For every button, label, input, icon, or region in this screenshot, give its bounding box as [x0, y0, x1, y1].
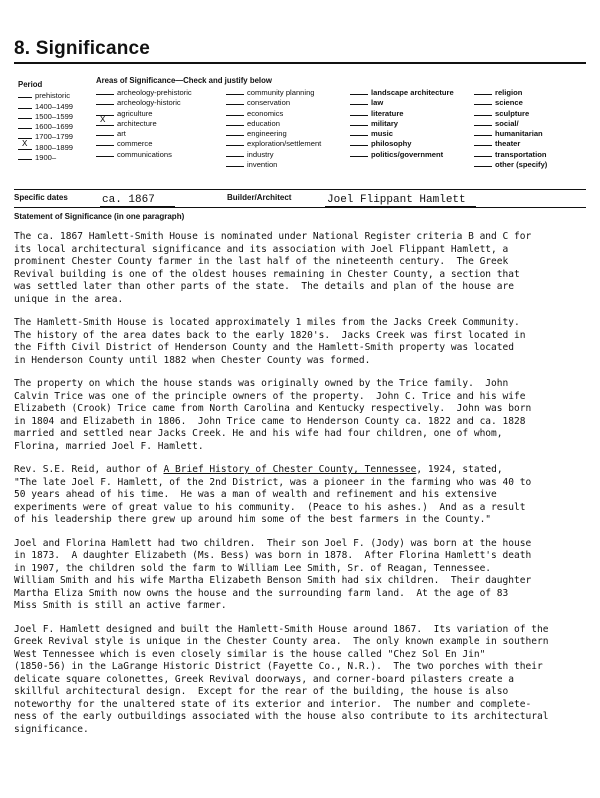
- reid-after: , 1924, stated,: [416, 464, 503, 475]
- text-line: The history of the area dates back to the early 1820's. Jacks Creek was first located in: [14, 329, 526, 341]
- check-label: literature: [371, 108, 404, 118]
- check-label: philosophy: [371, 139, 412, 149]
- areas-header: Areas of Significance—Check and justify below: [96, 76, 272, 85]
- text-line: Elizabeth (Crook) Trice came from North Carolina and Kentucky respectively. John was born: [14, 403, 532, 414]
- text-line: Miss Smith is still an active farmer.: [14, 600, 227, 611]
- checklist-item: [350, 118, 476, 128]
- check-blank: [18, 101, 32, 109]
- checklist-item: [350, 87, 476, 97]
- checklist-item: [18, 90, 96, 100]
- areas-col2: [226, 87, 352, 169]
- text-line: Revival building is one of the oldest houses remaining in Chester County, a section that: [14, 268, 520, 280]
- checklist-item: [96, 97, 228, 107]
- text-line: in 1804 and Elizabeth in 1806. John Trice came to Henderson County ca. 1822 and ca. 1828: [14, 415, 526, 427]
- section-heading: 8. Significance: [14, 38, 151, 59]
- builder-label: Builder/Architect: [227, 193, 292, 202]
- check-label: transportation: [495, 149, 547, 159]
- text-line: in 1873. A daughter Elizabeth (Ms. Bess) was born in 1878. After Florina Hamlett's death: [14, 550, 532, 561]
- checklist-item: [226, 108, 352, 118]
- check-blank: [474, 97, 492, 105]
- text-line: ness of the early outbuildings associated with the house also contribute to its architectural: [14, 711, 549, 722]
- text-line: (1850-56) in the LaGrange Historic District (Fayette Co., N.R.). The two porches with their: [14, 661, 543, 672]
- check-label: theater: [495, 139, 521, 149]
- text-line: the Fifth Civil District of Henderson County and the Hamlett-Smith property was located: [14, 342, 515, 353]
- checklist-item: [474, 87, 592, 97]
- text-line: prominent Chester County farmer in the last half of the nineteenth century. The Greek: [14, 256, 509, 267]
- text-line: Calvin Trice was one of the principle owners of the property. John C. Trice and his wife: [14, 390, 526, 402]
- check-blank: [350, 97, 368, 105]
- check-blank: [226, 128, 244, 136]
- check-label: 1400–1499: [35, 101, 74, 111]
- check-label: archeology-prehistoric: [117, 88, 192, 97]
- text-line: William Smith and his wife Martha Elizabeth Benson Smith had six children. Their daughter: [14, 575, 532, 586]
- statement-heading: Statement of Significance (in one paragraph): [14, 212, 185, 221]
- text-line: was settled later than other parts of the state. The details and plan of the house are: [14, 281, 515, 292]
- checklist-item: [226, 87, 352, 97]
- checklist-item: [350, 108, 476, 118]
- check-blank: [18, 138, 32, 150]
- check-label: science: [495, 98, 523, 108]
- checklist-item: [96, 138, 228, 148]
- check-label: exploration/settlement: [247, 139, 322, 149]
- check-mark: X: [22, 138, 28, 149]
- check-label: communications: [117, 149, 172, 159]
- checklist-item: [350, 97, 476, 107]
- check-label: engineering: [247, 129, 287, 139]
- checklist-item: [474, 159, 592, 169]
- check-blank: [96, 149, 114, 157]
- check-blank: [226, 108, 244, 116]
- text-line: its local architectural significance and its association with Joel Flippant Hamlett, a: [14, 243, 509, 255]
- check-blank: [474, 108, 492, 116]
- check-label: prehistoric: [35, 91, 71, 101]
- paragraph-3: [14, 378, 592, 453]
- text-line: delicate square colonettes, Greek Revival doorways, and corner-board pilasters create a: [14, 673, 515, 685]
- checklist-item: [18, 121, 96, 131]
- text-line: married and settled near Jacks Creek. He and his wife had four children, one of whom,: [14, 428, 503, 439]
- checklist-item: [96, 87, 228, 97]
- statement-body: [14, 231, 592, 747]
- check-label: commerce: [117, 139, 153, 149]
- check-label: 1600–1699: [35, 122, 74, 132]
- check-blank: [18, 90, 32, 98]
- check-label: military: [371, 118, 399, 128]
- checklist-item: [96, 108, 228, 118]
- text-line: of his leadership there grew up around him some of the best farmers in the County.": [14, 514, 492, 525]
- text-line: Greek Revival style is unique in the Chester County area. The only known example in southern: [14, 636, 549, 647]
- text-line: The ca. 1867 Hamlett-Smith House is nominated under National Register criteria B and C for: [14, 231, 532, 242]
- checklist-item: [226, 128, 352, 138]
- check-label: sculpture: [495, 108, 530, 118]
- check-blank: [350, 108, 368, 116]
- check-label: 1700–1799: [35, 132, 74, 142]
- check-label: architecture: [117, 118, 157, 128]
- check-label: education: [247, 118, 280, 128]
- text-line: 50 years ahead of his time. He was a man of wealth and refinement and his extensive: [14, 489, 497, 500]
- check-blank: [474, 138, 492, 146]
- check-label: landscape architecture: [371, 88, 454, 97]
- checklist-item: [18, 152, 96, 162]
- check-blank: [474, 128, 492, 136]
- text-line: "The late Joel F. Hamlett, of the 2nd District, was a pioneer in the farming who was 40 to: [14, 476, 532, 488]
- check-label: 1800–1899: [35, 142, 74, 152]
- checklist-item: [226, 97, 352, 107]
- period-column: [18, 80, 96, 162]
- check-blank: [96, 114, 114, 126]
- areas-col1: [96, 87, 228, 159]
- text-line: Florina, married Joel F. Hamlett.: [14, 440, 204, 452]
- text-line: skillful architectural design. Except for the rear of the building, the house is also: [14, 686, 509, 697]
- areas-col3: [350, 87, 476, 159]
- paragraph-1: [14, 231, 592, 306]
- check-blank: [474, 118, 492, 126]
- paragraph-4: [14, 464, 592, 527]
- check-blank: [350, 118, 368, 126]
- check-label: other (specify): [495, 160, 548, 170]
- check-blank: [474, 159, 492, 167]
- paragraph-6: [14, 624, 592, 737]
- builder-value: Joel Flippant Hamlett: [325, 194, 476, 207]
- check-label: community planning: [247, 88, 315, 97]
- paragraph-5: [14, 538, 592, 613]
- check-label: music: [371, 129, 393, 139]
- check-blank: [350, 128, 368, 136]
- text-line: noteworthy for the unaltered state of its exterior and interior. The number and complete-: [14, 698, 532, 710]
- checklist-item: [226, 118, 352, 128]
- checklist-item: [474, 149, 592, 159]
- text-line: unique in the area.: [14, 293, 124, 305]
- checklist-item: [474, 108, 592, 118]
- checklist-item: [18, 101, 96, 111]
- text-line: West Tennessee which is even closely similar is the house called "Chez Sol En Jin": [14, 648, 486, 660]
- checklist-item: [18, 131, 96, 141]
- check-label: social/: [495, 118, 519, 128]
- areas-col4: [474, 87, 592, 169]
- text-line: Joel and Florina Hamlett had two children. Their son Joel F. (Jody) was born at the house: [14, 537, 532, 549]
- check-label: law: [371, 98, 384, 108]
- check-blank: [18, 111, 32, 119]
- text-line: The Hamlett-Smith House is located approximately 1 miles from the Jacks Creek Community.: [14, 317, 520, 328]
- check-blank: [96, 97, 114, 105]
- checklist-item: [226, 149, 352, 159]
- heading-rule: [14, 62, 586, 64]
- check-label: economics: [247, 108, 284, 118]
- text-line: in Henderson County until 1882 when Chester County was formed.: [14, 354, 371, 366]
- reid-intro: Rev. S.E. Reid, author of: [14, 464, 164, 475]
- check-blank: [226, 138, 244, 146]
- checklist-item: [18, 111, 96, 121]
- checklist-item: [96, 114, 228, 128]
- text-line: experiments were of great value to his community. (Peace to his ashes.) And as a result: [14, 501, 526, 513]
- checklist-item: [350, 149, 476, 159]
- checklist-item: [474, 128, 592, 138]
- check-blank: [226, 118, 244, 126]
- text-line: significance.: [14, 723, 89, 735]
- check-blank: [350, 87, 368, 95]
- check-label: 1900–: [35, 153, 57, 163]
- text-line: in 1907, the children sold the farm to William Lee Smith, Sr. of Reagan, Tennessee.: [14, 562, 492, 574]
- check-label: politics/government: [371, 149, 444, 159]
- check-label: industry: [247, 149, 274, 159]
- specific-dates-value: ca. 1867: [100, 194, 175, 207]
- check-blank: [18, 152, 32, 160]
- period-header: Period: [18, 80, 43, 89]
- checklist-item: [226, 138, 352, 148]
- checklist-item: [350, 128, 476, 138]
- check-blank: [474, 149, 492, 157]
- checklist-item: [96, 128, 228, 138]
- checklist-item: [474, 138, 592, 148]
- check-label: archeology-historic: [117, 98, 181, 108]
- check-blank: [226, 159, 244, 167]
- check-blank: [226, 87, 244, 95]
- paragraph-2: [14, 317, 592, 367]
- check-mark: X: [100, 114, 106, 125]
- checklist-item: [226, 159, 352, 169]
- text-line: Joel F. Hamlett designed and built the Hamlett-Smith House around 1867. Its variation of the: [14, 623, 549, 635]
- check-label: conservation: [247, 98, 291, 108]
- checklist-item: [474, 118, 592, 128]
- checklist-item: [474, 97, 592, 107]
- check-blank: [18, 121, 32, 129]
- specific-dates-rule: [14, 189, 586, 190]
- check-label: 1500–1599: [35, 111, 74, 121]
- check-blank: [350, 138, 368, 146]
- book-title: A Brief History of Chester County, Tennessee: [163, 464, 417, 475]
- checklist-item: [350, 138, 476, 148]
- check-label: art: [117, 129, 126, 139]
- check-blank: [226, 97, 244, 105]
- check-blank: [96, 87, 114, 95]
- check-label: invention: [247, 160, 278, 170]
- checklist-item: [96, 149, 228, 159]
- check-label: religion: [495, 88, 523, 97]
- checklist-item: [18, 138, 96, 152]
- check-label: agriculture: [117, 108, 153, 118]
- text-line: Martha Eliza Smith now owns the house and the surrounding farm land. At the age of 83: [14, 587, 509, 599]
- text-line: The property on which the house stands was originally owned by the Trice family. John: [14, 378, 509, 389]
- check-blank: [350, 149, 368, 157]
- specific-dates-label: Specific dates: [14, 193, 68, 202]
- check-label: humanitarian: [495, 129, 543, 139]
- specific-dates-rule-bottom: [14, 207, 586, 208]
- check-blank: [474, 87, 492, 95]
- check-blank: [96, 128, 114, 136]
- check-blank: [96, 138, 114, 146]
- check-blank: [226, 149, 244, 157]
